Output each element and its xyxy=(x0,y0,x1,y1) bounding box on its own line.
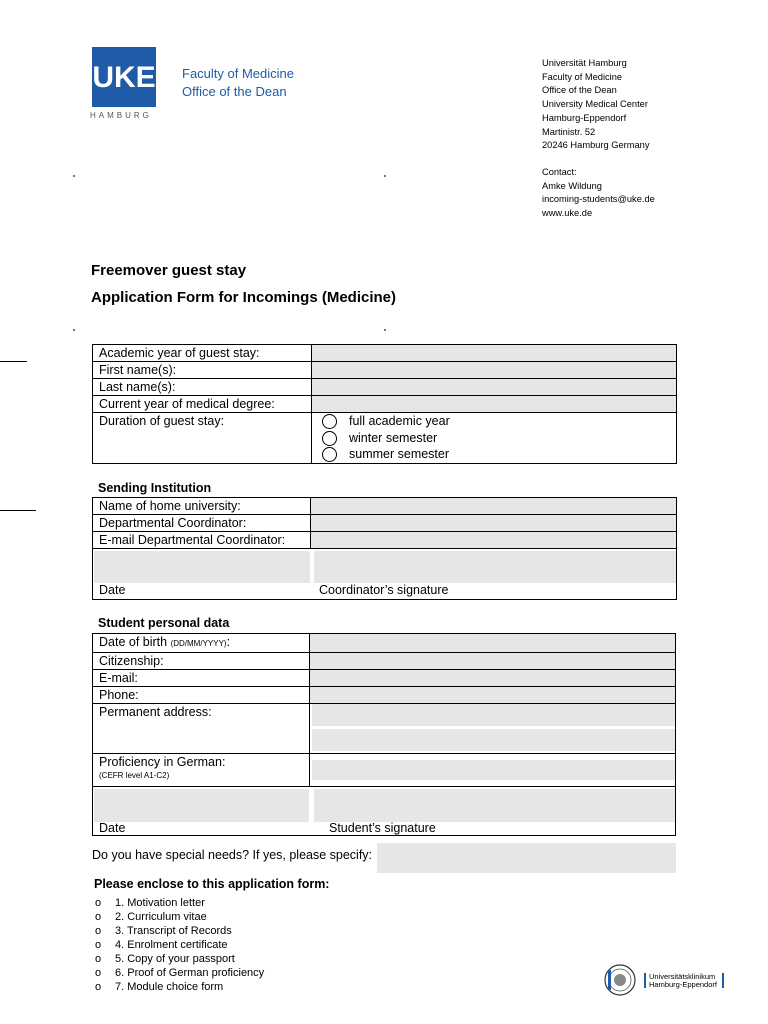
table-row xyxy=(93,670,676,687)
footer-logo-line-1: Universitätsklinikum xyxy=(649,972,716,981)
uke-logo-mark: UKE xyxy=(92,61,156,94)
bullet-icon: o xyxy=(95,925,102,937)
address-line-2-field[interactable] xyxy=(312,729,675,751)
bullet-icon: o xyxy=(95,967,102,979)
address-line: Office of the Dean xyxy=(542,85,617,96)
german-text: Proficiency in German: xyxy=(99,755,226,769)
duration-option-label: summer semester xyxy=(349,447,450,461)
list-item-label: 5. Copy of your passport xyxy=(115,953,235,965)
radio-icon[interactable] xyxy=(322,447,337,462)
duration-option[interactable] xyxy=(312,413,676,430)
bullet-icon: o xyxy=(95,939,102,951)
address-line: 20246 Hamburg Germany xyxy=(542,140,650,151)
list-item-label: 4. Enrolment certificate xyxy=(115,939,228,951)
coordinator-field[interactable] xyxy=(311,515,677,532)
student-signature-field[interactable] xyxy=(314,789,675,822)
dob-text: Date of birth xyxy=(99,635,168,649)
academic-year-label: Academic year of guest stay: xyxy=(93,345,312,362)
contact-block xyxy=(542,166,655,221)
duration-option-label: winter semester xyxy=(349,430,438,445)
list-item-label: 7. Module choice form xyxy=(115,981,224,993)
list-item-label: 1. Motivation letter xyxy=(115,897,205,909)
student-date-label: Date xyxy=(99,821,126,835)
enclose-heading: Please enclose to this application form: xyxy=(94,877,330,891)
address-line-1-field[interactable] xyxy=(312,704,675,726)
table-row xyxy=(93,498,677,515)
footer-logo-line-2: Hamburg-Eppendorf xyxy=(649,980,717,989)
list-item xyxy=(95,966,264,980)
current-year-field[interactable] xyxy=(312,396,677,413)
address-line: Faculty of Medicine xyxy=(542,71,623,82)
table-row xyxy=(93,532,677,549)
form-title: Freemover guest stay xyxy=(91,262,247,279)
table-row xyxy=(93,653,676,670)
contact-email: incoming-students@uke.de xyxy=(542,194,655,205)
bullet-icon: o xyxy=(95,981,102,993)
coordinator-email-field[interactable] xyxy=(311,532,677,549)
coordinator-date-field[interactable] xyxy=(94,551,310,583)
list-item xyxy=(95,910,264,924)
phone-field[interactable] xyxy=(310,687,676,704)
radio-icon[interactable] xyxy=(322,431,337,446)
first-name-field[interactable] xyxy=(312,362,677,379)
table-row xyxy=(93,704,676,754)
coordinator-signature-label: Coordinator’s signature xyxy=(319,583,449,597)
german-field[interactable] xyxy=(312,760,675,780)
coordinator-date-label: Date xyxy=(99,583,126,597)
phone-label: Phone: xyxy=(93,687,310,704)
dot-mark xyxy=(384,175,386,177)
duration-option-label: full academic year xyxy=(349,414,450,428)
table-row xyxy=(93,787,676,836)
faculty-heading xyxy=(182,65,294,101)
dot-mark xyxy=(384,329,386,331)
sending-heading: Sending Institution xyxy=(98,481,212,495)
dot-mark xyxy=(73,329,75,331)
home-university-label: Name of home university: xyxy=(93,498,311,515)
coordinator-email-label: E-mail Departmental Coordinator: xyxy=(93,532,311,549)
table-row xyxy=(93,362,677,379)
duration-option[interactable] xyxy=(312,430,676,447)
address-fields xyxy=(310,704,676,754)
current-year-label: Current year of medical degree: xyxy=(93,396,312,413)
bullet-icon: o xyxy=(95,953,102,965)
citizenship-label: Citizenship: xyxy=(93,653,310,670)
table-row xyxy=(93,549,677,600)
german-label xyxy=(93,754,310,787)
first-name-label: First name(s): xyxy=(93,362,312,379)
email-field[interactable] xyxy=(310,670,676,687)
contact-label: Contact: xyxy=(542,167,577,177)
address-line: University Medical Center xyxy=(542,99,648,110)
coordinator-signature-area xyxy=(93,549,677,600)
address-label: Permanent address: xyxy=(93,704,310,754)
list-item-label: 3. Transcript of Records xyxy=(115,925,232,937)
dob-field[interactable] xyxy=(310,634,676,653)
contact-name: Amke Wildung xyxy=(542,180,602,191)
duration-option[interactable] xyxy=(312,446,676,463)
footer-logo xyxy=(600,964,730,1003)
sending-table xyxy=(92,497,677,600)
table-row xyxy=(93,345,677,362)
faculty-line-2: Office of the Dean xyxy=(182,84,287,99)
form-subtitle: Application Form for Incomings (Medicine) xyxy=(91,289,397,306)
table-row xyxy=(93,687,676,704)
dot-mark xyxy=(73,175,75,177)
duration-label: Duration of guest stay: xyxy=(93,413,312,464)
dob-label xyxy=(93,634,310,653)
table-row xyxy=(93,754,676,787)
enclose-list xyxy=(95,896,264,994)
table-row xyxy=(93,634,676,653)
address-line: Universität Hamburg xyxy=(542,58,627,68)
list-item xyxy=(95,924,264,938)
personal-heading: Student personal data xyxy=(98,616,230,630)
coordinator-signature-field[interactable] xyxy=(314,551,676,583)
citizenship-field[interactable] xyxy=(310,653,676,670)
list-item-label: 6. Proof of German proficiency xyxy=(115,967,265,979)
table-row xyxy=(93,396,677,413)
list-item xyxy=(95,938,264,952)
coordinator-label: Departmental Coordinator: xyxy=(93,515,311,532)
student-signature-area xyxy=(93,787,676,836)
table-row xyxy=(93,413,677,464)
university-seal-icon xyxy=(600,964,730,998)
german-note: (CEFR level A1-C2) xyxy=(99,771,170,780)
special-needs-field[interactable] xyxy=(377,843,676,873)
home-university-field[interactable] xyxy=(311,498,677,515)
german-field-cell xyxy=(310,754,676,787)
email-label: E-mail: xyxy=(93,670,310,687)
guest-stay-table xyxy=(92,344,677,464)
uke-logo-city: HAMBURG xyxy=(90,111,152,120)
academic-year-field[interactable] xyxy=(312,345,677,362)
table-row xyxy=(93,515,677,532)
bullet-icon: o xyxy=(95,911,102,923)
last-name-label: Last name(s): xyxy=(93,379,312,396)
margin-line xyxy=(0,510,36,511)
list-item xyxy=(95,980,264,994)
list-item xyxy=(95,896,264,910)
bullet-icon: o xyxy=(95,897,102,909)
duration-options xyxy=(312,413,677,464)
table-row xyxy=(93,379,677,396)
student-date-field[interactable] xyxy=(94,789,309,822)
student-signature-label: Student’s signature xyxy=(329,821,436,835)
personal-table xyxy=(92,633,676,836)
list-item xyxy=(95,952,264,966)
list-item-label: 2. Curriculum vitae xyxy=(115,911,207,923)
margin-line xyxy=(0,361,27,362)
special-needs-question: Do you have special needs? If yes, please specify: xyxy=(92,848,373,862)
dob-colon: : xyxy=(226,635,231,649)
address-line: Martinistr. 52 xyxy=(542,126,596,137)
dob-format: (DD/MM/YYYY) xyxy=(170,639,227,648)
address-line: Hamburg-Eppendorf xyxy=(542,112,627,123)
radio-icon[interactable] xyxy=(322,414,337,429)
uke-logo xyxy=(92,47,156,107)
contact-website: www.uke.de xyxy=(542,208,593,219)
address-block xyxy=(542,57,650,153)
last-name-field[interactable] xyxy=(312,379,677,396)
faculty-line-1: Faculty of Medicine xyxy=(182,66,294,81)
